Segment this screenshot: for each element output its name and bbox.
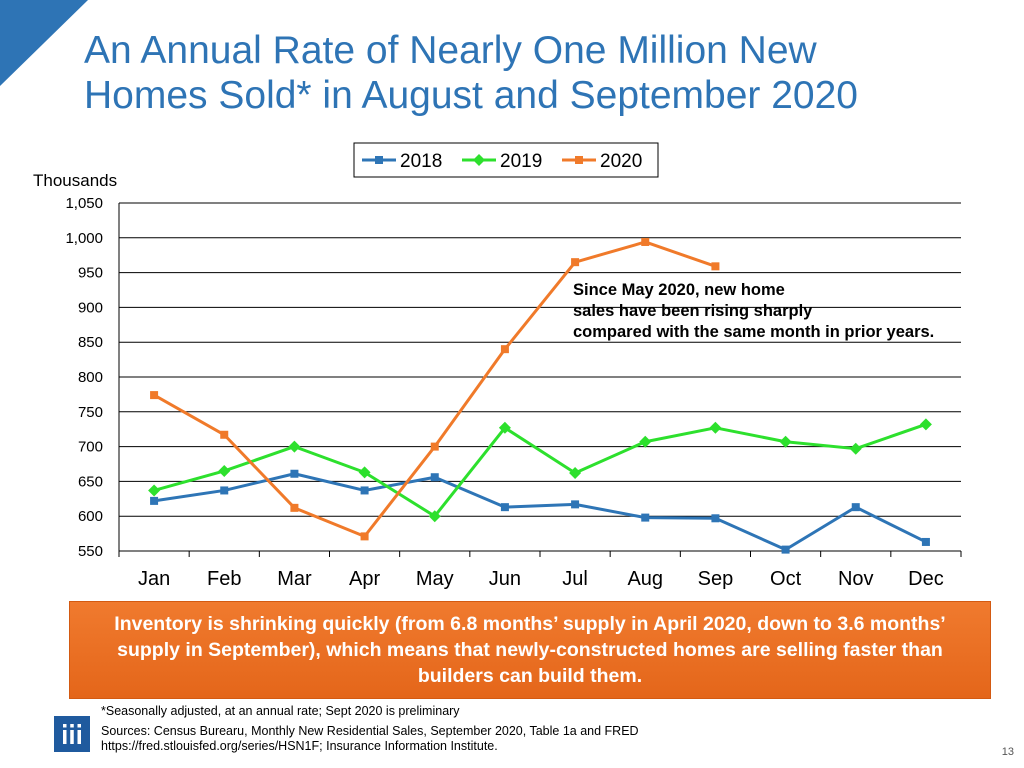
sources	[101, 724, 801, 754]
sources-line-1: Sources: Census Burearu, Monthly New Residential Sales, September 2020, Table 1a and FRED	[101, 724, 639, 738]
x-tick-label: Jul	[562, 568, 588, 590]
data-point-2020	[361, 532, 369, 540]
legend-marker-2020	[575, 156, 583, 164]
data-point-2018	[782, 546, 790, 554]
data-point-2020	[711, 262, 719, 270]
x-tick-label: May	[415, 568, 454, 590]
y-tick-label: 750	[77, 403, 103, 421]
data-point-2019	[709, 422, 721, 434]
annotation-text: Since May 2020, new home	[573, 281, 785, 299]
sources-line-2: https://fred.stlouisfed.org/series/HSN1F; Insurance Information Institute.	[101, 739, 498, 753]
data-point-2020	[641, 238, 649, 246]
data-point-2018	[922, 538, 930, 546]
x-tick-label: Jun	[488, 568, 522, 590]
annotation-text: compared with the same month in prior years.	[573, 323, 935, 341]
title-line-1: An Annual Rate of Nearly One Million New	[84, 29, 817, 72]
legend-marker-2018	[375, 156, 383, 164]
y-tick-label: 600	[77, 508, 103, 526]
iii-logo	[54, 716, 90, 752]
x-tick-label: Aug	[627, 568, 664, 590]
x-tick-label: Sep	[697, 568, 734, 590]
legend-label-2020: 2020	[600, 151, 643, 172]
annotation-text: sales have been rising sharply	[573, 302, 813, 320]
series-line-2019	[154, 424, 926, 516]
legend-label-2019: 2019	[500, 151, 543, 172]
data-point-2019	[639, 436, 651, 448]
inventory-callout: Inventory is shrinking quickly (from 6.8 months’ supply in April 2020, down to 3.6 months’ supply in September), which means that newly-constructed homes are selling faster than builders can build them.	[70, 602, 990, 698]
x-tick-label: Nov	[837, 568, 874, 590]
data-point-2020	[501, 345, 509, 353]
x-tick-label: Dec	[908, 568, 944, 590]
y-tick-label: 800	[77, 369, 103, 386]
series-line-2018	[154, 474, 926, 550]
data-point-2018	[431, 473, 439, 481]
data-point-2019	[218, 465, 230, 477]
title-line-2: Homes Sold* in August and September 2020	[84, 74, 859, 117]
y-tick-label: 650	[77, 473, 103, 491]
data-point-2020	[150, 391, 158, 399]
x-tick-label: Apr	[349, 568, 381, 590]
data-point-2019	[148, 484, 160, 496]
x-tick-label: Oct	[770, 568, 802, 590]
data-point-2018	[571, 500, 579, 508]
y-tick-label: 900	[77, 299, 103, 317]
y-axis-label: Thousands	[33, 171, 118, 190]
data-point-2018	[290, 470, 298, 478]
data-point-2019	[850, 443, 862, 455]
y-tick-label: 950	[77, 264, 103, 282]
data-point-2019	[920, 418, 932, 430]
y-tick-label: 1,050	[65, 195, 103, 212]
x-tick-label: Jan	[137, 568, 171, 590]
data-point-2019	[780, 436, 792, 448]
data-point-2020	[431, 443, 439, 451]
data-point-2018	[150, 497, 158, 505]
page-number: 13	[1001, 746, 1014, 758]
data-point-2018	[361, 486, 369, 494]
data-point-2020	[290, 504, 298, 512]
data-point-2018	[220, 486, 228, 494]
data-point-2019	[288, 441, 300, 453]
y-tick-label: 550	[77, 543, 103, 560]
y-tick-label: 700	[77, 438, 103, 456]
x-tick-label: Mar	[277, 568, 312, 590]
data-point-2020	[220, 431, 228, 439]
y-tick-label: 1,000	[65, 229, 103, 247]
data-point-2018	[852, 503, 860, 511]
legend-label-2018: 2018	[400, 151, 443, 172]
x-tick-label: Feb	[207, 568, 242, 590]
data-point-2018	[501, 503, 509, 511]
data-point-2020	[571, 258, 579, 266]
data-point-2018	[711, 514, 719, 522]
y-tick-label: 850	[77, 334, 103, 352]
footnote: *Seasonally adjusted, at an annual rate; Sept 2020 is preliminary	[101, 704, 460, 718]
data-point-2018	[641, 514, 649, 522]
